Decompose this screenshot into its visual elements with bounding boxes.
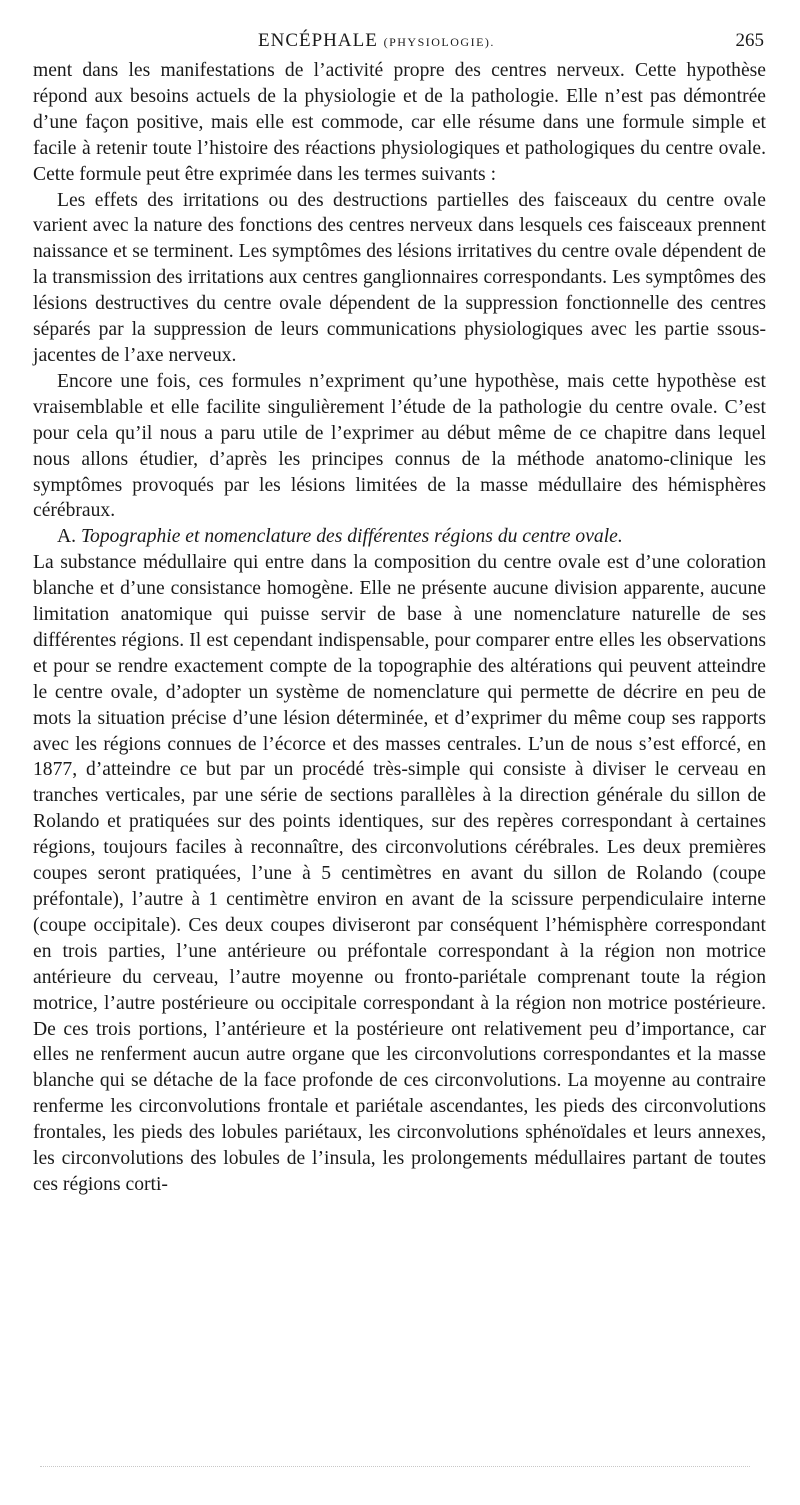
section-title: Topographie et nomenclature des différentes régions du centre ovale.	[80, 526, 623, 548]
paragraph-continued: ment dans les manifestations de l’activité propre des centres nerveux. Cette hypothèse répond aux besoins actuels de la physiologie et de la pathologie. Elle n’est pas démontrée d’une façon positive, mais elle est commode, car elle résume dans une formule simple et facile à retenir toute l’histoire des réactions physiologiques et pathologiques du centre ovale. Cette formule peut être exprimée dans les termes suivants :	[33, 60, 766, 185]
running-head	[33, 30, 766, 58]
page-number: 265	[735, 30, 764, 51]
section-heading	[33, 524, 766, 550]
book-page	[33, 30, 766, 1198]
running-title-subject: (PHYSIOLOGIE).	[383, 35, 495, 49]
paragraph-formula: Les effets des irritations ou des destructions partielles des faisceaux du centre ovale varient avec la nature des fonctions des centres nerveux dans lesquels ces faisceaux prennent naissance et se terminent. Les symptômes des lésions irritatives du centre ovale dépendent de la transmission des irritations aux centres ganglionnaires correspondants. Les symptômes des lésions destructives du centre ovale dépendent de la suppression fonctionnelle des centres séparés par la suppression de leurs communications physiologiques avec les partie ssous-jacentes de l’axe nerveux.	[33, 189, 766, 366]
paragraph-topography: La substance médullaire qui entre dans la composition du centre ovale est d’une coloration blanche et d’une consistance homogène. Elle ne présente aucune division apparente, aucune limitation anatomique qui puisse servir de base à une nomenclature naturelle de ses différentes régions. Il est cependant indispensable, pour comparer entre elles les observations et pour se rendre exactement compte de la topographie des altérations qui peuvent atteindre le centre ovale, d’adopter un système de nomenclature qui permette de décrire en peu de mots la situation précise d’une lésion déterminée, et d’exprimer du même coup ses rapports avec les régions connues de l’écorce et des masses centrales. L’un de nous s’est efforcé, en 1877, d’atteindre ce but par un procédé très-simple qui consiste à diviser le cerveau en tranches verticales, par une série de sections parallèles à la direction générale du sillon de Rolando et pratiquées sur des points identiques, sur des repères correspondant à certaines régions, toujours faciles à reconnaître, des circonvolutions cérébrales. Les deux premières coupes seront pratiquées, l’une à 5 centimètres en avant du sillon de Rolando (coupe préfontale), l’autre à 1 centimètre environ en avant de la scissure perpendiculaire interne (coupe occipitale). Ces deux coupes diviseront par conséquent l’hémisphère correspondant en trois parties, l’une antérieure ou préfontale correspondant à la région non motrice antérieure du cerveau, l’autre moyenne ou fronto-pariétale comprenant toute la région motrice, l’autre postérieure ou occipitale correspondant à la région non motrice postérieure. De ces trois portions, l’antérieure et la postérieure ont relativement peu d’importance, car elles ne renferment aucun autre organe que les circonvolutions correspondantes et la masse blanche qui se détache de la face profonde de ces circonvolutions. La moyenne au contraire renferme les circonvolutions frontale et pariétale ascendantes, les pieds des circonvolutions frontales, les pieds des lobules pariétaux, les circonvolutions sphénoïdales et leurs annexes, les circonvolutions des lobules de l’insula, les prolongements médullaires partant de toutes ces régions corti-	[33, 552, 766, 1195]
section-label: A.	[57, 526, 81, 548]
running-title-main: ENCÉPHALE	[258, 30, 384, 51]
bottom-rule	[40, 1466, 750, 1468]
body-text	[33, 58, 766, 1198]
running-title	[258, 30, 495, 52]
paragraph-hypothesis: Encore une fois, ces formules n’expriment qu’une hypothèse, mais cette hypothèse est vraisemblable et elle facilite singulièrement l’étude de la pathologie du centre ovale. C’est pour cela qu’il nous a paru utile de l’exprimer au début même de ce chapitre dans lequel nous allons étudier, d’après les principes connus de la méthode anatomo-clinique les symptômes provoqués par les lésions limitées de la masse médullaire des hémisphères cérébraux.	[33, 370, 766, 522]
